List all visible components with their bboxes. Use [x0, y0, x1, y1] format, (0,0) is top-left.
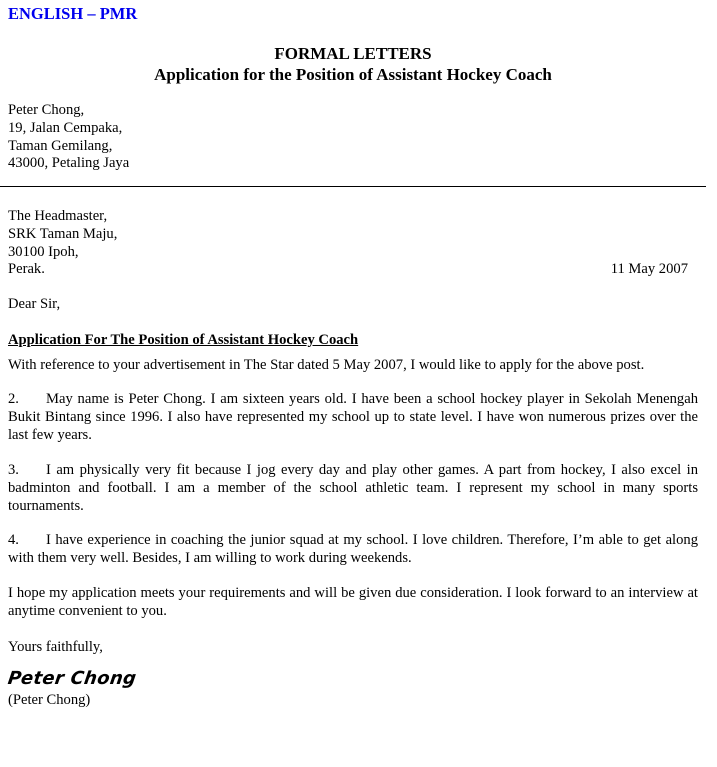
paragraph-4: [8, 532, 698, 568]
page-subtitle: Application for the Position of Assistant Hockey Coach: [154, 65, 552, 84]
address-line: Peter Chong,: [8, 102, 85, 118]
paragraph-text: I hope my application meets your requirements and will be given due consideration. I look forward to an interview at anytime convenient to you.: [8, 585, 698, 619]
paragraph-text: May name is Peter Chong. I am sixteen years old. I have been a school hockey player in Sekolah Menengah Bukit Bintang since 1996. I also have represented my school up to state level. I have won numerous prizes over the last few years.: [8, 391, 698, 443]
closing: Yours faithfully,: [8, 639, 103, 655]
address-line: 30100 Ipoh,: [8, 243, 79, 260]
address-line: 43000, Petaling Jaya: [8, 155, 130, 172]
salutation: Dear Sir,: [8, 296, 61, 312]
recipient-address: [8, 208, 117, 279]
address-line: Perak.: [8, 261, 45, 278]
divider: [0, 186, 706, 187]
paragraph-number: 3.: [8, 462, 19, 478]
signed-name: (Peter Chong): [8, 692, 91, 708]
paragraph-text: I am physically very fit because I jog every day and play other games. A part from hockey, I also excel in badminton and football. I am a member of the school athletic team. I represent my school in many sports tournaments.: [8, 462, 698, 514]
paragraph-5: [8, 585, 698, 621]
sender-address: [8, 102, 129, 173]
paragraph-number: 2.: [8, 391, 19, 407]
address-line: Taman Gemilang,: [8, 137, 113, 154]
page-title: FORMAL LETTERS: [274, 44, 432, 63]
address-line: The Headmaster,: [8, 208, 108, 224]
document-header: ENGLISH – PMR: [8, 4, 138, 23]
address-line: 19, Jalan Cempaka,: [8, 119, 123, 136]
paragraph-text: With reference to your advertisement in The Star dated 5 May 2007, I would like to apply for the above post.: [8, 357, 645, 373]
paragraph-1: [8, 357, 698, 375]
signature: Peter Chong: [6, 668, 138, 689]
address-line: SRK Taman Maju,: [8, 225, 118, 242]
paragraph-text: I have experience in coaching the junior squad at my school. I love children. Therefore, I’m able to get along with them very well. Besides, I am willing to work during weekends.: [8, 532, 698, 566]
letter-date: 11 May 2007: [610, 261, 688, 277]
letter-subject: Application For The Position of Assistant Hockey Coach: [8, 332, 359, 348]
paragraph-number: 4.: [8, 532, 19, 548]
paragraph-2: [8, 391, 698, 444]
paragraph-3: [8, 462, 698, 515]
